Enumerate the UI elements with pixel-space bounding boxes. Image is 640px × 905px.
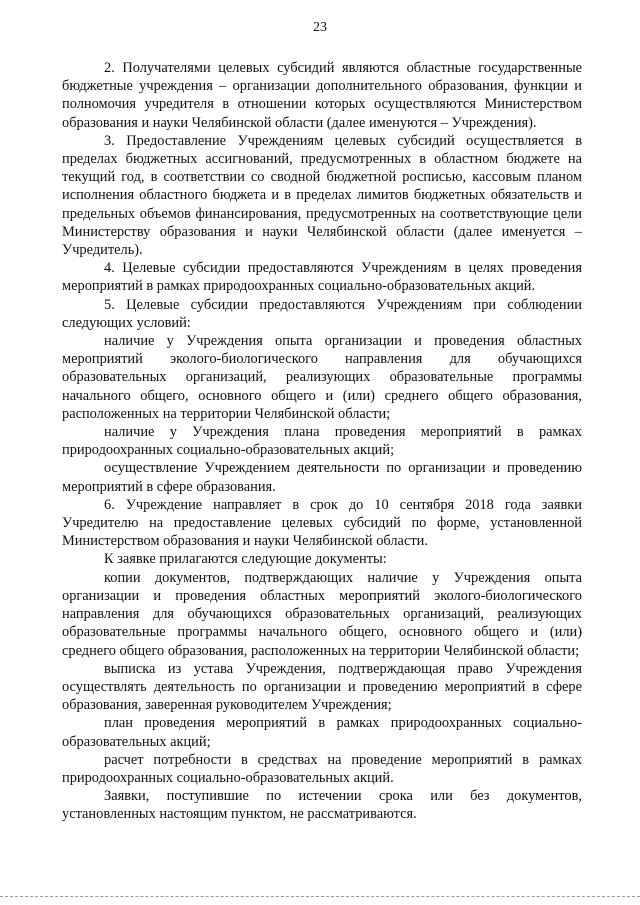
paragraph-5-conditions: 5. Целевые субсидии предоставляются Учреждениям при соблюдении следующих условий:	[62, 296, 582, 331]
page-number: 23	[313, 20, 327, 35]
paragraph-3-provision: 3. Предоставление Учреждениям целевых субсидий осуществляется в пределах бюджетных ассигнований, предусмотренных в областном бюджете на текущий год, в соответствии со сводной бюджетной росписью, кассовым планом исполнения областного бюджета и в пределах лимитов бюджетных обязательств и предельных объемов финансирования, предусмотренных на соответствующие цели Министерству образования и науки Челябинской области (далее именуется – Учредитель).	[62, 132, 582, 259]
attachments-intro: К заявке прилагаются следующие документы:	[104, 551, 387, 568]
rejection-clause: Заявки, поступившие по истечении срока или без документов, установленных настоящим пунктом, не рассматриваются.	[62, 788, 582, 823]
condition-activity: осуществление Учреждением деятельности по организации и проведению мероприятий в сфере образования.	[62, 460, 582, 495]
page-bottom-divider	[0, 896, 640, 897]
condition-experience: наличие у Учреждения опыта организации и проведения областных мероприятий эколого-биологического направления для обучающихся образовательных организаций, реализующих образовательные программы начального общего, основного общего и (или) среднего общего образования, расположенных на территории Челябинской области;	[62, 333, 582, 422]
document-body	[62, 59, 582, 824]
attachment-experience-copies: копии документов, подтверждающих наличие у Учреждения опыта организации и проведения областных мероприятий эколого-биологического направления для обучающихся образовательных организаций, реализующих образовательные программы начального общего, основного общего и (или) среднего общего образования, расположенных на территории Челябинской области;	[62, 569, 582, 659]
paragraph-2-recipients: 2. Получателями целевых субсидий являются областные государственные бюджетные учреждения – организации дополнительного образования, функции и полномочия учредителя в отношении которых осуществляются Министерством образования и науки Челябинской области (далее именуются – Учреждения).	[62, 60, 582, 131]
condition-plan: наличие у Учреждения плана проведения мероприятий в рамках природоохранных социально-образовательных акций;	[62, 424, 582, 459]
paragraph-6-application: 6. Учреждение направляет в срок до 10 сентября 2018 года заявки Учредителю на предоставление целевых субсидий по форме, установленной Министерством образования и науки Челябинской области.	[62, 496, 582, 550]
paragraph-4-purpose: 4. Целевые субсидии предоставляются Учреждениям в целях проведения мероприятий в рамках природоохранных социально-образовательных акций.	[62, 260, 582, 295]
attachment-charter-extract: выписка из устава Учреждения, подтверждающая право Учреждения осуществлять деятельность по организации и проведению мероприятий в сфере образования, заверенная руководителем Учреждения;	[62, 660, 582, 714]
attachment-funding-calculation: расчет потребности в средствах на проведение мероприятий в рамках природоохранных социально-образовательных акций.	[62, 751, 582, 786]
attachment-event-plan: план проведения мероприятий в рамках природоохранных социально-образовательных акций;	[62, 715, 582, 750]
